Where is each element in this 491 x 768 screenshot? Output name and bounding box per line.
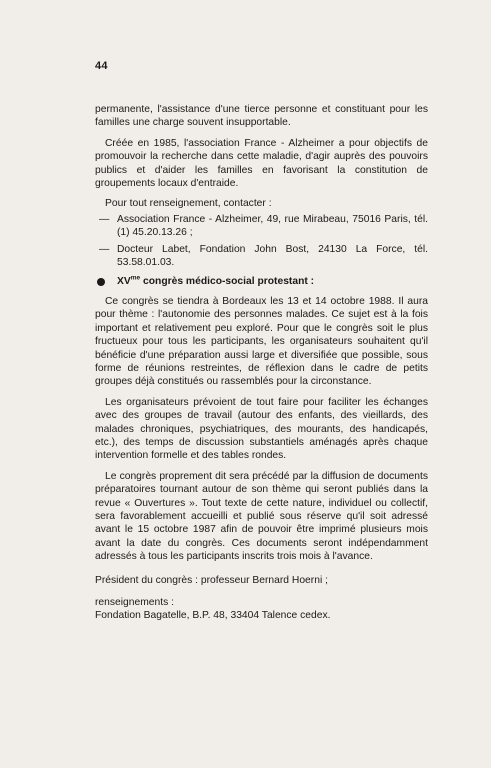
page-number: 44	[95, 60, 108, 72]
bullet-icon	[97, 278, 105, 286]
dash-marker: —	[99, 243, 110, 255]
president-line: Président du congrès : professeur Bernard Hoerni ;	[95, 574, 328, 586]
heading-superscript: me	[130, 275, 141, 283]
section-heading	[95, 275, 428, 288]
contact-item	[95, 243, 428, 270]
paragraph-congress-organisers: Les organisateurs prévoient de tout faire pour faciliter les échanges avec des groupes de travail (autour des enfants, des vieillards, des malades chroniques, psychiatriques, des mourants, des handicapés, etc.), des temps de discussion substantiels aménagés après chaque intervention formelle et des tables rondes.	[95, 396, 428, 462]
heading-prefix: XV	[117, 276, 131, 288]
spacer	[95, 587, 428, 596]
congress-footer	[95, 574, 428, 623]
info-label: renseignements :	[95, 597, 174, 608]
dash-marker: —	[99, 213, 110, 225]
paragraph-contact-intro: Pour tout renseignement, contacter :	[105, 198, 272, 210]
contact-list	[95, 213, 428, 270]
heading-title: congrès médico-social protestant :	[140, 276, 315, 288]
contact-item	[95, 213, 428, 240]
page-content	[95, 103, 428, 623]
paragraph-congress-documents: Le congrès proprement dit sera précédé par la diffusion de documents préparatoires tournant autour de son thème qui seront publiés dans la revue « Ouvertures ». Tout texte de cette nature, individuel ou collectif, sera favorablement accueilli et publié sous réserve qu'il soit adressé avant le 15 octobre 1987 afin de pouvoir être imprimé plusieurs mois avant la date du congrès. Ces documents seront indépendamment adressés à tous les participants inscrits trois mois à l'avance.	[95, 470, 428, 563]
paragraph-association: Créée en 1985, l'association France - Alzheimer a pour objectifs de promouvoir la recherche dans cette maladie, d'agir auprès des pouvoirs publics et d'aider les familles en favorisant la constitution de groupements locaux d'entraide.	[95, 137, 428, 190]
contact-text: Association France - Alzheimer, 49, rue Mirabeau, 75016 Paris, tél. (1) 45.20.13.26 ;	[117, 213, 428, 239]
paragraph-assistance: permanente, l'assistance d'une tierce personne et constituant pour les familles une charge souvent insupportable.	[95, 104, 428, 129]
info-address: Fondation Bagatelle, B.P. 48, 33404 Talence cedex.	[95, 610, 331, 622]
paragraph-congress-dates: Ce congrès se tiendra à Bordeaux les 13 et 14 octobre 1988. Il aura pour thème : l'autonomie des personnes malades. Ce sujet est à la fois important et relativement peu exploré. Pour que le congrès soit le plus fructueux pour tous les participants, les organisateurs souhaitent qu'il bénéficie d'une préparation aussi large et diversifiée que possible, sous forme de réunions restreintes, de réflexion dans le cadre de petits groupes déjà constitués ou rassemblés pour la circonstance.	[95, 295, 428, 388]
contact-text: Docteur Labet, Fondation John Bost, 24130 La Force, tél. 53.58.01.03.	[117, 243, 428, 269]
